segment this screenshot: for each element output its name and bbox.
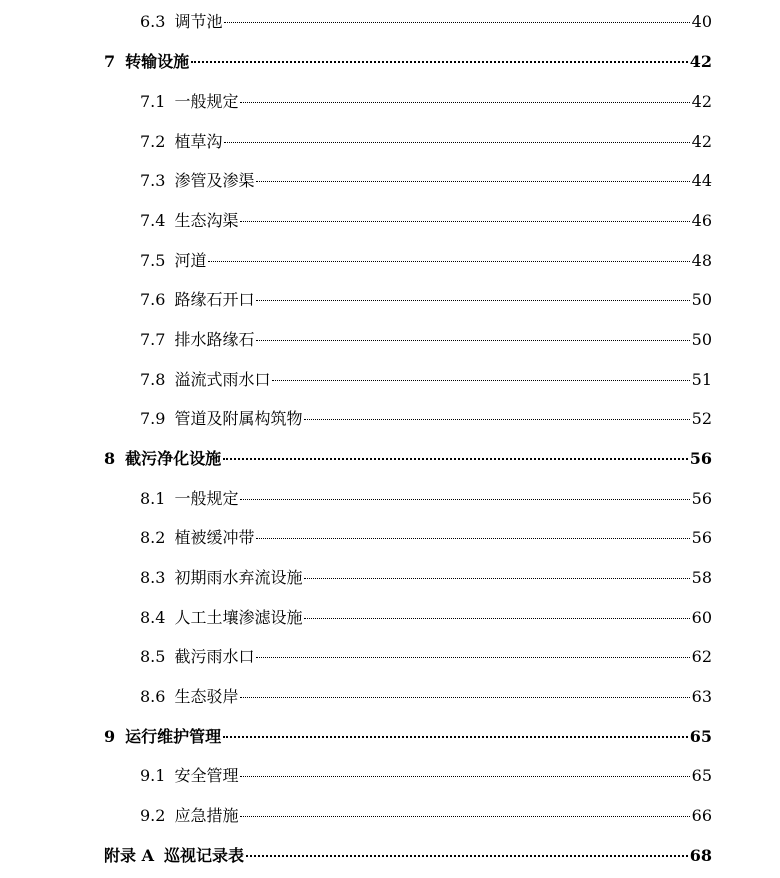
- dot-leader: [256, 340, 689, 341]
- dot-leader: [208, 261, 689, 262]
- dot-leader: [304, 618, 689, 619]
- section-number: 6.3: [140, 12, 166, 31]
- section-title: 管道及附属构筑物: [174, 409, 303, 428]
- section-number: 7.9: [140, 409, 166, 428]
- toc-entry[interactable]: [140, 407, 712, 431]
- section-number: 附录 A: [104, 846, 154, 865]
- page-number: 66: [691, 806, 712, 825]
- section-title: 调节池: [174, 12, 223, 31]
- section-title: 初期雨水弃流设施: [174, 568, 303, 587]
- page-number: 68: [689, 846, 712, 865]
- section-title: 植被缓冲带: [174, 528, 255, 547]
- dot-leader: [256, 181, 689, 182]
- toc-entry[interactable]: [104, 447, 712, 471]
- section-title: 截污净化设施: [125, 449, 222, 468]
- page-number: 50: [691, 290, 712, 309]
- page-number: 42: [691, 132, 712, 151]
- section-number: 9.2: [140, 806, 166, 825]
- toc-entry[interactable]: [140, 526, 712, 550]
- page-number: 40: [691, 12, 712, 31]
- page-number: 56: [691, 489, 712, 508]
- section-title: 路缘石开口: [174, 290, 255, 309]
- section-title: 一般规定: [174, 489, 239, 508]
- page-number: 56: [689, 449, 712, 468]
- toc-entry[interactable]: [140, 368, 712, 392]
- page-number: 46: [691, 211, 712, 230]
- section-number: 7.8: [140, 370, 166, 389]
- dot-leader: [246, 855, 688, 857]
- toc-entry[interactable]: [140, 645, 712, 669]
- page-number: 50: [691, 330, 712, 349]
- dot-leader: [240, 776, 689, 777]
- page-number: 56: [691, 528, 712, 547]
- section-number: 7.6: [140, 290, 166, 309]
- section-title: 巡视记录表: [164, 846, 245, 865]
- toc-entry[interactable]: [140, 328, 712, 352]
- toc-entry[interactable]: [140, 169, 712, 193]
- section-title: 一般规定: [174, 92, 239, 111]
- page-number: 60: [691, 608, 712, 627]
- toc-entry[interactable]: [140, 487, 712, 511]
- section-number: 8: [104, 449, 116, 468]
- section-number: 7: [104, 52, 116, 71]
- toc-entry[interactable]: [140, 130, 712, 154]
- section-title: 河道: [174, 251, 207, 270]
- toc-entry[interactable]: [140, 685, 712, 709]
- page-number: 65: [689, 727, 712, 746]
- section-number: 7.7: [140, 330, 166, 349]
- dot-leader: [240, 816, 689, 817]
- dot-leader: [256, 300, 689, 301]
- section-title: 渗管及渗渠: [174, 171, 255, 190]
- toc-entry[interactable]: [104, 725, 712, 749]
- section-title: 生态沟渠: [174, 211, 239, 230]
- dot-leader: [272, 380, 689, 381]
- page-number: 48: [691, 251, 712, 270]
- section-title: 植草沟: [174, 132, 223, 151]
- section-title: 安全管理: [174, 766, 239, 785]
- section-number: 8.6: [140, 687, 166, 706]
- dot-leader: [224, 142, 689, 143]
- page-number: 62: [691, 647, 712, 666]
- page-number: 58: [691, 568, 712, 587]
- page-number: 51: [691, 370, 712, 389]
- section-title: 应急措施: [174, 806, 239, 825]
- dot-leader: [223, 458, 688, 460]
- dot-leader: [224, 22, 689, 23]
- section-number: 9: [104, 727, 116, 746]
- section-number: 7.5: [140, 251, 166, 270]
- section-number: 7.1: [140, 92, 166, 111]
- section-number: 8.4: [140, 608, 166, 627]
- toc-entry[interactable]: [140, 90, 712, 114]
- section-number: 7.2: [140, 132, 166, 151]
- section-title: 溢流式雨水口: [174, 370, 271, 389]
- page-number: 65: [691, 766, 712, 785]
- toc-entry[interactable]: [140, 606, 712, 630]
- dot-leader: [256, 538, 689, 539]
- section-number: 9.1: [140, 766, 166, 785]
- dot-leader: [240, 102, 689, 103]
- section-number: 8.1: [140, 489, 166, 508]
- dot-leader: [256, 657, 689, 658]
- dot-leader: [240, 499, 689, 500]
- section-number: 7.3: [140, 171, 166, 190]
- toc-entry[interactable]: [140, 10, 712, 34]
- toc-entry[interactable]: [140, 249, 712, 273]
- toc-entry[interactable]: [104, 50, 712, 74]
- page-number: 42: [691, 92, 712, 111]
- section-title: 生态驳岸: [174, 687, 239, 706]
- dot-leader: [304, 419, 689, 420]
- dot-leader: [191, 61, 688, 63]
- section-number: 8.2: [140, 528, 166, 547]
- section-title: 运行维护管理: [125, 727, 222, 746]
- page-number: 63: [691, 687, 712, 706]
- section-number: 8.5: [140, 647, 166, 666]
- section-number: 8.3: [140, 568, 166, 587]
- toc-entry[interactable]: [140, 764, 712, 788]
- toc-entry[interactable]: [140, 566, 712, 590]
- page-number: 42: [689, 52, 712, 71]
- page-number: 52: [691, 409, 712, 428]
- dot-leader: [240, 697, 689, 698]
- toc-entry[interactable]: [140, 288, 712, 312]
- dot-leader: [223, 736, 688, 738]
- section-title: 转输设施: [125, 52, 190, 71]
- toc-entry[interactable]: [140, 209, 712, 233]
- section-number: 7.4: [140, 211, 166, 230]
- toc-entry[interactable]: [140, 804, 712, 828]
- section-title: 人工土壤渗滤设施: [174, 608, 303, 627]
- page-number: 44: [691, 171, 712, 190]
- dot-leader: [240, 221, 689, 222]
- section-title: 排水路缘石: [174, 330, 255, 349]
- toc-entry[interactable]: [104, 844, 712, 868]
- dot-leader: [304, 578, 689, 579]
- section-title: 截污雨水口: [174, 647, 255, 666]
